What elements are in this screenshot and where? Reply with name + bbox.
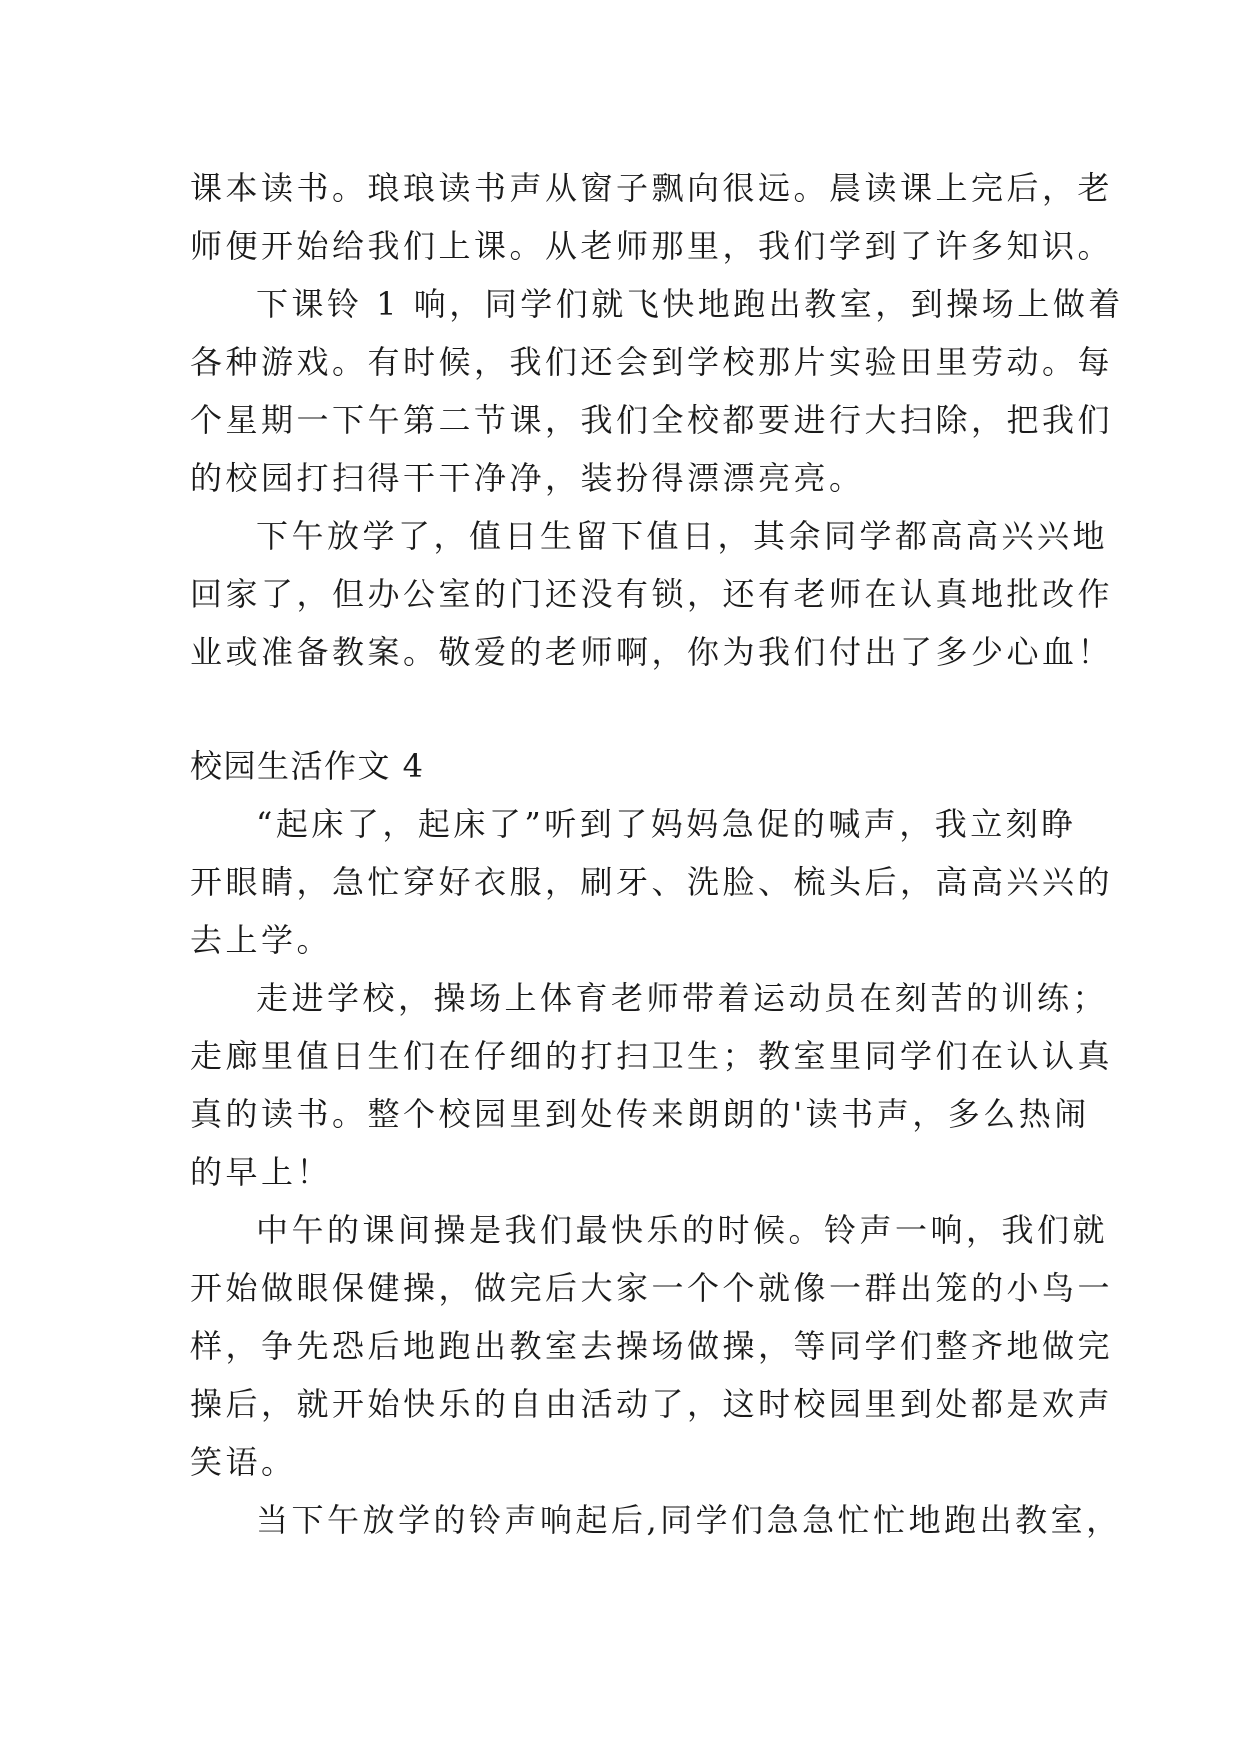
text-line: 走进学校，操场上体育老师带着运动员在刻苦的训练；	[256, 979, 1109, 1017]
text-line: 真的读书。整个校园里到处传来朗朗的'读书声，多么热闹	[190, 1095, 1090, 1133]
text-line: 课本读书。琅琅读书声从窗子飘向很远。晨读课上完后，老	[190, 169, 1114, 207]
text-line: 下午放学了，值日生留下值日，其余同学都高高兴兴地	[256, 517, 1109, 555]
text-line: 的校园打扫得干干净净，装扮得漂漂亮亮。	[190, 459, 865, 497]
text-line: 开眼睛，急忙穿好衣服，刷牙、洗脸、梳头后，高高兴兴的	[190, 863, 1114, 901]
text-line: 样，争先恐后地跑出教室去操场做操，等同学们整齐地做完	[190, 1327, 1114, 1365]
text-line: 回家了，但办公室的门还没有锁，还有老师在认真地批改作	[190, 575, 1114, 613]
text-line: 个星期一下午第二节课，我们全校都要进行大扫除，把我们	[190, 401, 1114, 439]
section-heading: 校园生活作文 4	[190, 747, 425, 785]
text-line: 去上学。	[190, 921, 333, 959]
text-line: 各种游戏。有时候，我们还会到学校那片实验田里劳动。每	[190, 343, 1114, 381]
text-line: 笑语。	[190, 1443, 297, 1481]
text-line: 的早上！	[190, 1153, 333, 1191]
text-line: 师便开始给我们上课。从老师那里，我们学到了许多知识。	[190, 227, 1114, 265]
text-line: 中午的课间操是我们最快乐的时候。铃声一响，我们就	[256, 1211, 1109, 1249]
text-line: 开始做眼保健操，做完后大家一个个就像一群出笼的小鸟一	[190, 1269, 1114, 1307]
text-line: 业或准备教案。敬爱的老师啊，你为我们付出了多少心血！	[190, 633, 1114, 671]
text-line: 当下午放学的铃声响起后,同学们急急忙忙地跑出教室，	[256, 1501, 1122, 1539]
text-line: 走廊里值日生们在仔细的打扫卫生；教室里同学们在认认真	[190, 1037, 1114, 1075]
text-line: “起床了，起床了”听到了妈妈急促的喊声，我立刻睁	[256, 805, 1077, 843]
text-line: 下课铃 1 响，同学们就飞快地跑出教室，到操场上做着	[256, 285, 1124, 323]
text-line: 操后，就开始快乐的自由活动了，这时校园里到处都是欢声	[190, 1385, 1114, 1423]
